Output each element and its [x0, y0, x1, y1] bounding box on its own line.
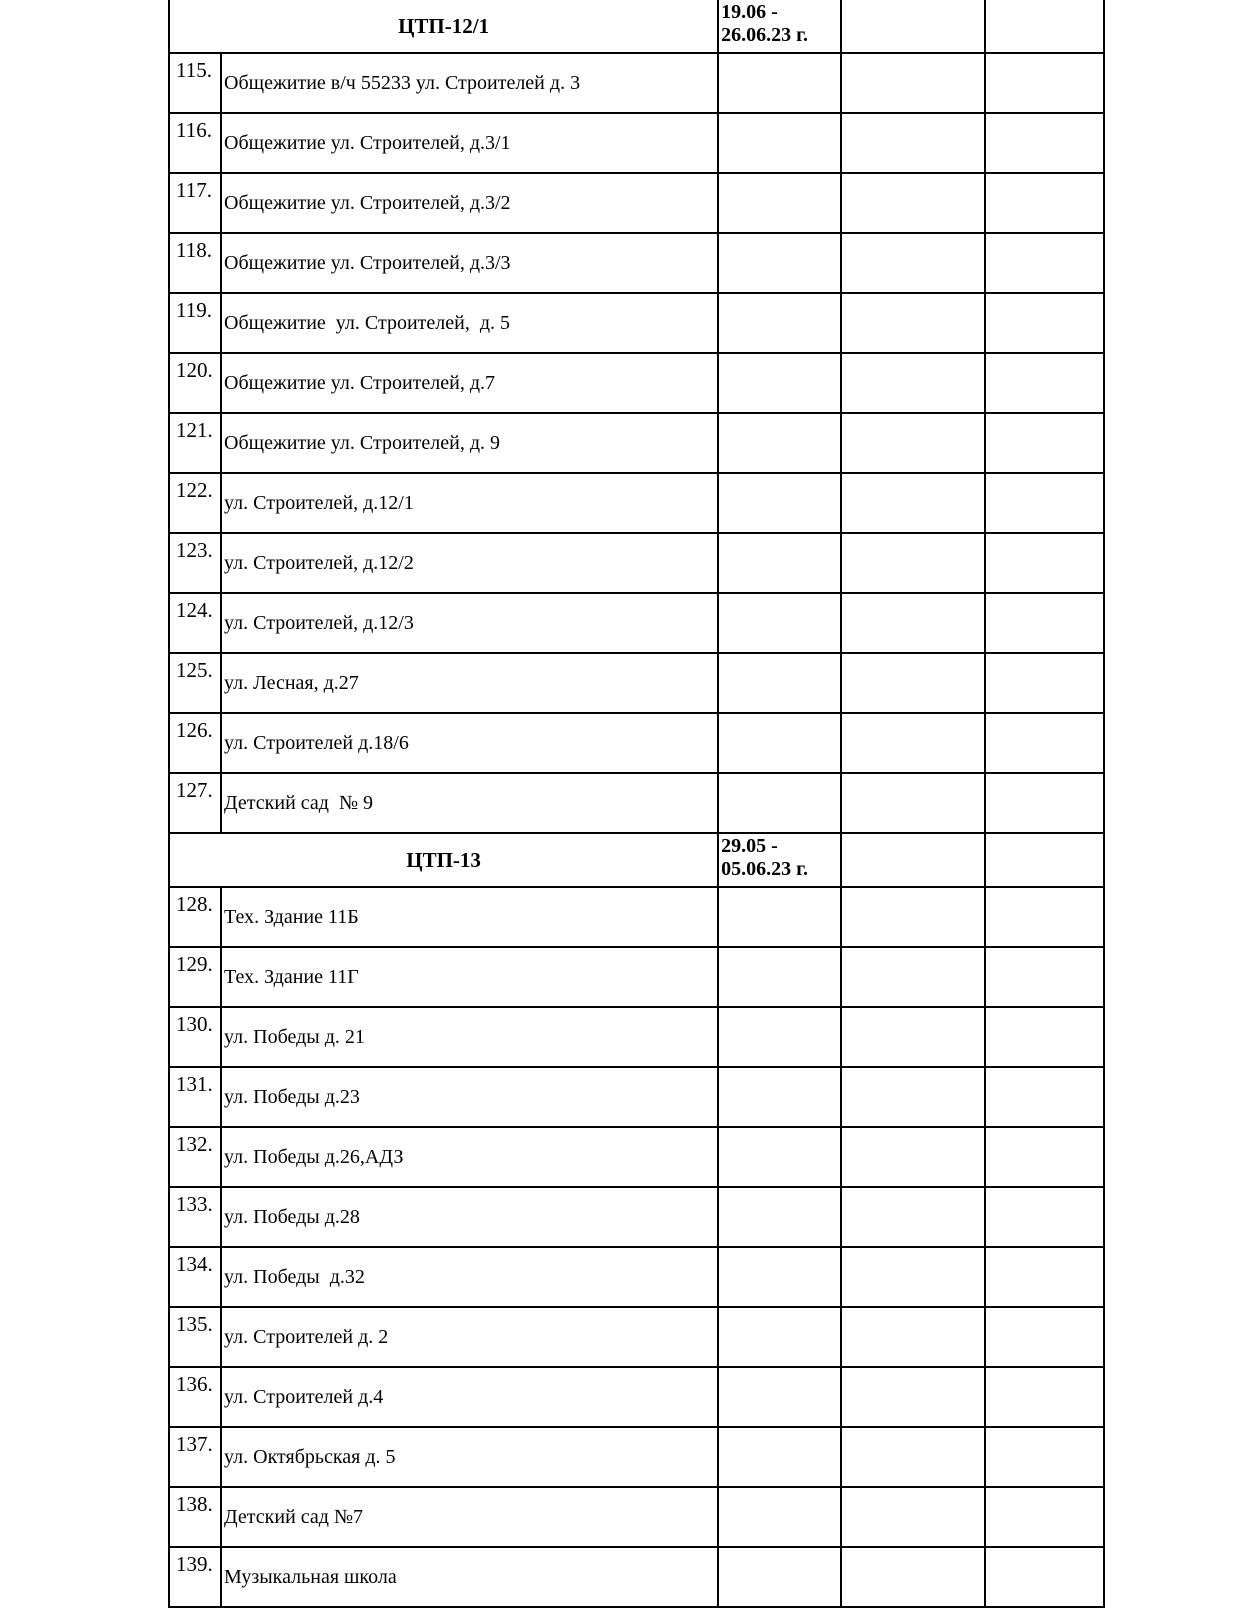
object-name: ул. Лесная, д.27: [221, 653, 718, 713]
row-number: 121.: [169, 413, 221, 473]
object-name: ул. Победы д.32: [221, 1247, 718, 1307]
empty-cell: [718, 53, 840, 113]
empty-cell: [718, 173, 840, 233]
empty-cell: [985, 1307, 1104, 1367]
row-number: 122.: [169, 473, 221, 533]
empty-cell: [718, 1367, 840, 1427]
schedule-table: [168, 0, 1105, 1608]
empty-cell: [985, 413, 1104, 473]
row-number: 124.: [169, 593, 221, 653]
empty-cell: [985, 53, 1104, 113]
table-row: [169, 173, 1104, 233]
empty-cell: [718, 713, 840, 773]
row-number: 116.: [169, 113, 221, 173]
group-name: ЦТП-12/1: [169, 0, 718, 53]
row-number: 130.: [169, 1007, 221, 1067]
empty-cell: [841, 533, 985, 593]
object-name: ул. Строителей д.4: [221, 1367, 718, 1427]
table-row: [169, 1547, 1104, 1607]
empty-cell: [985, 1487, 1104, 1547]
object-name: ул. Строителей д. 2: [221, 1307, 718, 1367]
object-name: Общежитие ул. Строителей, д. 5: [221, 293, 718, 353]
empty-cell: [841, 1247, 985, 1307]
table-row: [169, 113, 1104, 173]
empty-cell: [718, 1427, 840, 1487]
row-number: 139.: [169, 1547, 221, 1607]
table-row: [169, 1307, 1104, 1367]
empty-cell: [985, 1247, 1104, 1307]
empty-cell: [841, 173, 985, 233]
object-name: Общежитие в/ч 55233 ул. Строителей д. 3: [221, 53, 718, 113]
empty-cell: [985, 1427, 1104, 1487]
empty-cell: [985, 293, 1104, 353]
table-row: [169, 653, 1104, 713]
empty-cell: [718, 1547, 840, 1607]
object-name: Общежитие ул. Строителей, д.7: [221, 353, 718, 413]
empty-cell: [985, 1007, 1104, 1067]
empty-cell: [985, 353, 1104, 413]
object-name: ул. Победы д.28: [221, 1187, 718, 1247]
empty-cell: [841, 53, 985, 113]
empty-cell: [841, 353, 985, 413]
empty-cell: [718, 1307, 840, 1367]
group-dates: 29.05 - 05.06.23 г.: [718, 833, 840, 887]
row-number: 127.: [169, 773, 221, 833]
empty-cell: [985, 713, 1104, 773]
empty-cell: [841, 1367, 985, 1427]
empty-cell: [718, 773, 840, 833]
table-row: [169, 293, 1104, 353]
table-row: [169, 1127, 1104, 1187]
table-row: [169, 1367, 1104, 1427]
row-number: 133.: [169, 1187, 221, 1247]
table-row: [169, 533, 1104, 593]
table-row: [169, 713, 1104, 773]
empty-cell: [841, 413, 985, 473]
object-name: Общежитие ул. Строителей, д. 9: [221, 413, 718, 473]
row-number: 125.: [169, 653, 221, 713]
empty-cell: [841, 713, 985, 773]
empty-cell: [841, 1187, 985, 1247]
object-name: Музыкальная школа: [221, 1547, 718, 1607]
row-number: 132.: [169, 1127, 221, 1187]
object-name: Тех. Здание 11Б: [221, 887, 718, 947]
empty-cell: [841, 1547, 985, 1607]
table-row: [169, 53, 1104, 113]
empty-cell: [718, 293, 840, 353]
object-name: ул. Строителей, д.12/2: [221, 533, 718, 593]
empty-cell: [985, 473, 1104, 533]
empty-cell: [841, 1007, 985, 1067]
empty-cell: [985, 1067, 1104, 1127]
empty-cell: [718, 413, 840, 473]
row-number: 129.: [169, 947, 221, 1007]
empty-cell: [841, 653, 985, 713]
empty-cell: [718, 887, 840, 947]
group-header-row: [169, 0, 1104, 53]
empty-cell: [718, 473, 840, 533]
object-name: Общежитие ул. Строителей, д.3/3: [221, 233, 718, 293]
object-name: Тех. Здание 11Г: [221, 947, 718, 1007]
empty-cell: [718, 1187, 840, 1247]
object-name: Детский сад №7: [221, 1487, 718, 1547]
group-name: ЦТП-13: [169, 833, 718, 887]
table-row: [169, 413, 1104, 473]
empty-cell: [841, 947, 985, 1007]
row-number: 135.: [169, 1307, 221, 1367]
object-name: ул. Победы д. 21: [221, 1007, 718, 1067]
group-dates: 19.06 - 26.06.23 г.: [718, 0, 840, 53]
row-number: 136.: [169, 1367, 221, 1427]
empty-cell: [718, 1067, 840, 1127]
object-name: ул. Строителей, д.12/1: [221, 473, 718, 533]
empty-cell: [841, 1307, 985, 1367]
object-name: ул. Строителей, д.12/3: [221, 593, 718, 653]
empty-cell: [718, 653, 840, 713]
empty-cell: [718, 947, 840, 1007]
table-row: [169, 473, 1104, 533]
empty-cell: [985, 113, 1104, 173]
empty-cell: [985, 887, 1104, 947]
empty-cell: [985, 0, 1104, 53]
empty-cell: [841, 113, 985, 173]
row-number: 126.: [169, 713, 221, 773]
row-number: 134.: [169, 1247, 221, 1307]
table-row: [169, 1007, 1104, 1067]
object-name: ул. Победы д.26,АДЗ: [221, 1127, 718, 1187]
empty-cell: [985, 653, 1104, 713]
empty-cell: [841, 773, 985, 833]
empty-cell: [985, 533, 1104, 593]
empty-cell: [985, 947, 1104, 1007]
table-row: [169, 1187, 1104, 1247]
empty-cell: [841, 1127, 985, 1187]
empty-cell: [841, 233, 985, 293]
empty-cell: [985, 773, 1104, 833]
empty-cell: [985, 833, 1104, 887]
row-number: 119.: [169, 293, 221, 353]
empty-cell: [985, 593, 1104, 653]
object-name: Общежитие ул. Строителей, д.3/1: [221, 113, 718, 173]
object-name: ул. Победы д.23: [221, 1067, 718, 1127]
row-number: 128.: [169, 887, 221, 947]
row-number: 115.: [169, 53, 221, 113]
empty-cell: [718, 533, 840, 593]
empty-cell: [718, 113, 840, 173]
table-row: [169, 773, 1104, 833]
empty-cell: [985, 1187, 1104, 1247]
empty-cell: [718, 1247, 840, 1307]
row-number: 118.: [169, 233, 221, 293]
row-number: 120.: [169, 353, 221, 413]
object-name: Общежитие ул. Строителей, д.3/2: [221, 173, 718, 233]
row-number: 117.: [169, 173, 221, 233]
object-name: ул. Октябрьская д. 5: [221, 1427, 718, 1487]
table-row: [169, 887, 1104, 947]
table-row: [169, 353, 1104, 413]
group-header-row: [169, 833, 1104, 887]
empty-cell: [718, 1487, 840, 1547]
empty-cell: [718, 1007, 840, 1067]
table-row: [169, 1427, 1104, 1487]
row-number: 131.: [169, 1067, 221, 1127]
empty-cell: [841, 1427, 985, 1487]
empty-cell: [841, 593, 985, 653]
empty-cell: [841, 293, 985, 353]
table-row: [169, 947, 1104, 1007]
empty-cell: [985, 233, 1104, 293]
empty-cell: [985, 1547, 1104, 1607]
row-number: 137.: [169, 1427, 221, 1487]
object-name: ул. Строителей д.18/6: [221, 713, 718, 773]
empty-cell: [985, 1367, 1104, 1427]
empty-cell: [985, 173, 1104, 233]
table-row: [169, 593, 1104, 653]
empty-cell: [985, 1127, 1104, 1187]
empty-cell: [841, 473, 985, 533]
empty-cell: [841, 0, 985, 53]
table-row: [169, 1067, 1104, 1127]
empty-cell: [841, 887, 985, 947]
empty-cell: [841, 1067, 985, 1127]
row-number: 138.: [169, 1487, 221, 1547]
table-row: [169, 233, 1104, 293]
empty-cell: [718, 353, 840, 413]
row-number: 123.: [169, 533, 221, 593]
empty-cell: [718, 233, 840, 293]
empty-cell: [841, 1487, 985, 1547]
object-name: Детский сад № 9: [221, 773, 718, 833]
empty-cell: [718, 593, 840, 653]
table-row: [169, 1247, 1104, 1307]
table-row: [169, 1487, 1104, 1547]
empty-cell: [841, 833, 985, 887]
empty-cell: [718, 1127, 840, 1187]
